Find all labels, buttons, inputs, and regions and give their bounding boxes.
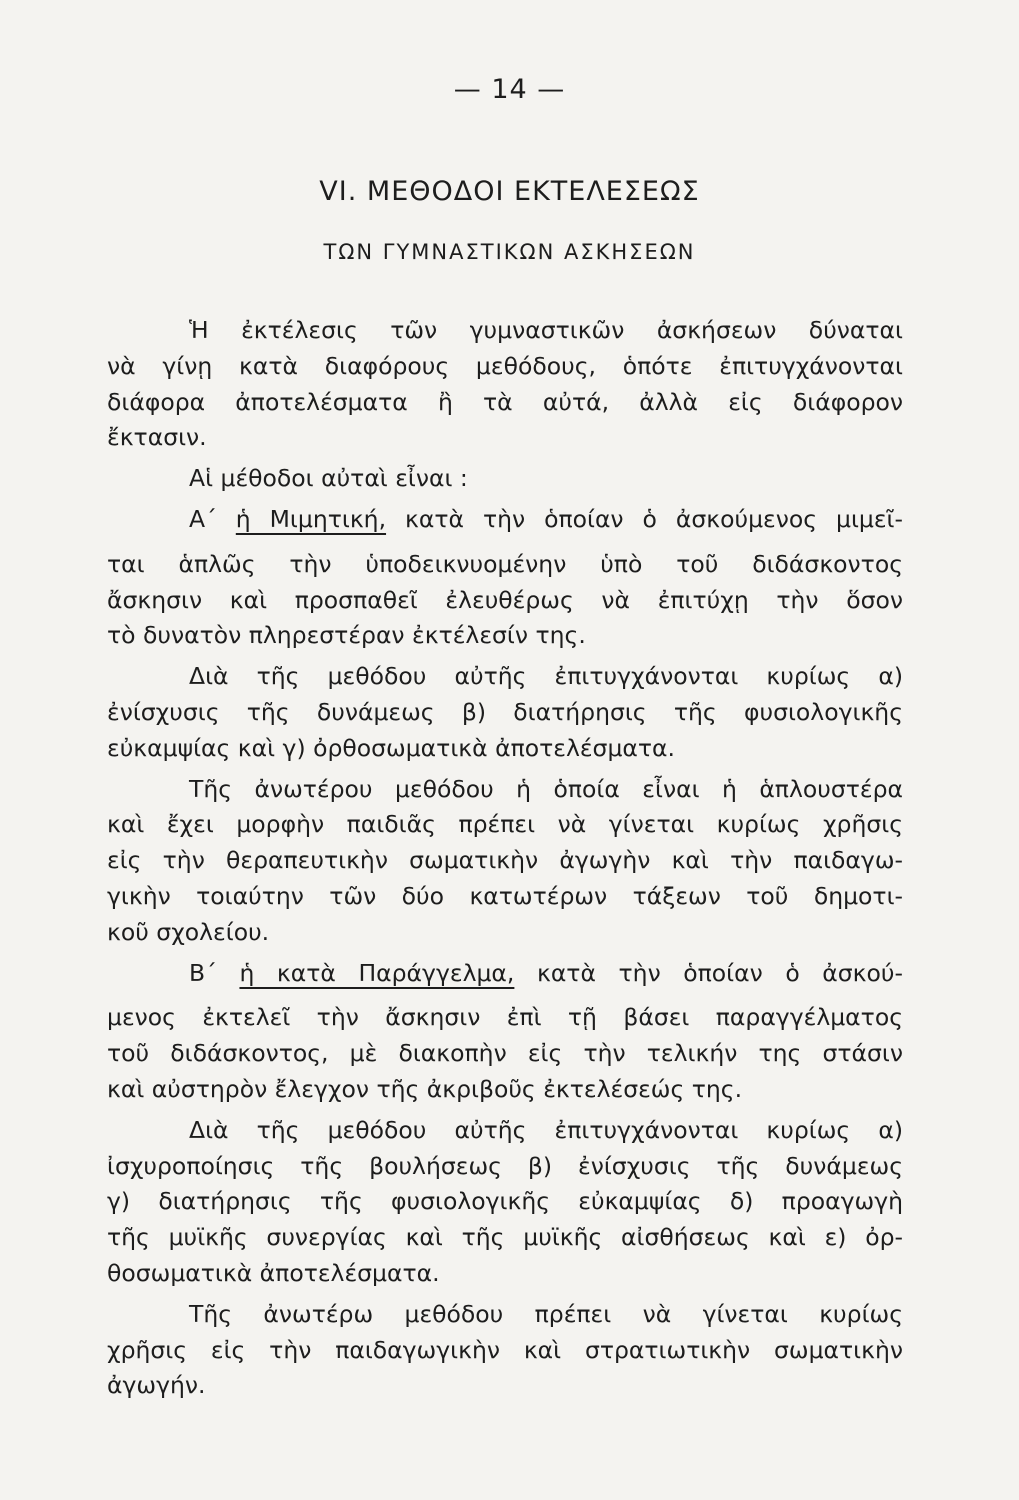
method-b-marker: Β΄ xyxy=(189,958,217,987)
text-line: ἔκτασιν. xyxy=(107,423,207,452)
text-line: ἐνίσχυσις τῆς δυνάμεως β) διατήρησις τῆς φυσιολογικῆς xyxy=(107,697,903,726)
page-number: — 14 — xyxy=(453,74,566,105)
text-line: κοῦ σχολείου. xyxy=(107,917,270,946)
text-line: χρῆσις εἰς τὴν παιδαγωγικὴν καὶ στρατιωτικὴν σωματικὴν xyxy=(107,1335,903,1364)
text-line: Διὰ τῆς μεθόδου αὐτῆς ἐπιτυγχάνονται κυρίως α) xyxy=(189,662,903,691)
chapter-subtitle: ΤΩΝ ΓΥΜΝΑΣΤΙΚΩΝ ΑΣΚΗΣΕΩΝ xyxy=(323,240,696,264)
text-line: τὸ δυνατὸν πληρεστέραν ἐκτέλεσίν της. xyxy=(107,621,586,650)
text-line: ται ἁπλῶς τὴν ὑποδεικνυομένην ὑπὸ τοῦ διδάσκοντος xyxy=(107,549,903,578)
text-line: καὶ αὐστηρὸν ἔλεγχον τῆς ἀκριβοῦς ἐκτελέσεώς της. xyxy=(107,1074,743,1103)
text-line: μενος ἐκτελεῖ τὴν ἄσκησιν ἐπὶ τῇ βάσει παραγγέλματος xyxy=(107,1003,903,1032)
method-a-line-rest: κατὰ τὴν ὁποίαν ὁ ἀσκούμενος μιμεῖ- xyxy=(405,504,903,533)
text-line: ἰσχυροποίησις τῆς βουλήσεως β) ἐνίσχυσις τῆς δυνάμεως xyxy=(107,1151,903,1180)
text-line: Διὰ τῆς μεθόδου αὐτῆς ἐπιτυγχάνονται κυρίως α) xyxy=(189,1115,903,1144)
chapter-title: VI. ΜΕΘΟΔΟΙ ΕΚΤΕΛΕΣΕΩΣ xyxy=(319,176,700,207)
method-b-line-rest: κατὰ τὴν ὁποίαν ὁ ἀσκού- xyxy=(536,958,903,987)
text-line: Τῆς ἀνωτέρω μεθόδου πρέπει νὰ γίνεται κυρίως xyxy=(189,1299,903,1328)
text-line: τῆς μυϊκῆς συνεργίας καὶ τῆς μυϊκῆς αἰσθήσεως καὶ ε) ὀρ- xyxy=(107,1223,903,1252)
text-line: τοῦ διδάσκοντος, μὲ διακοπὴν εἰς τὴν τελικήν της στάσιν xyxy=(107,1039,903,1068)
method-b-name: ἡ κατὰ Παράγγελμα, xyxy=(239,958,515,987)
text-line: θοσωματικὰ ἀποτελέσματα. xyxy=(107,1258,440,1287)
text-line: εὐκαμψίας καὶ γ) ὀρθοσωματικὰ ἀποτελέσματα. xyxy=(107,733,676,762)
text-line: ἀγωγήν. xyxy=(107,1371,206,1400)
text-line: νὰ γίνῃ κατὰ διαφόρους μεθόδους, ὁπότε ἐπιτυγχάνονται xyxy=(107,351,903,380)
method-b-heading-line xyxy=(107,956,903,992)
text-line: Τῆς ἀνωτέρου μεθόδου ἡ ὁποία εἶναι ἡ ἁπλουστέρα xyxy=(189,774,903,803)
text-line: εἰς τὴν θεραπευτικὴν σωματικὴν ἀγωγὴν καὶ τὴν παιδαγω- xyxy=(107,846,903,875)
text-line: γ) διατήρησις τῆς φυσιολογικῆς εὐκαμψίας δ) προαγωγὴ xyxy=(107,1187,903,1216)
method-a-name: ἡ Μιμητική, xyxy=(235,504,387,533)
text-line: διάφορα ἀποτελέσματα ἢ τὰ αὐτά, ἀλλὰ εἰς διάφορον xyxy=(107,387,903,416)
method-a-heading-line xyxy=(107,502,903,538)
text-line: Ἡ ἐκτέλεσις τῶν γυμναστικῶν ἀσκήσεων δύναται xyxy=(189,316,903,344)
body-text xyxy=(107,313,903,1404)
text-line: γικὴν τοιαύτην τῶν δύο κατωτέρων τάξεων τοῦ δημοτι- xyxy=(107,881,903,910)
text-line: ἄσκησιν καὶ προσπαθεῖ ἐλευθέρως νὰ ἐπιτύχῃ τὴν ὅσον xyxy=(107,585,903,614)
method-a-marker: Α΄ xyxy=(189,504,217,533)
text-line: καὶ ἔχει μορφὴν παιδιᾶς πρέπει νὰ γίνεται κυρίως χρῆσις xyxy=(107,810,903,839)
methods-intro-line: Αἱ μέθοδοι αὐταὶ εἶναι : xyxy=(189,464,468,493)
